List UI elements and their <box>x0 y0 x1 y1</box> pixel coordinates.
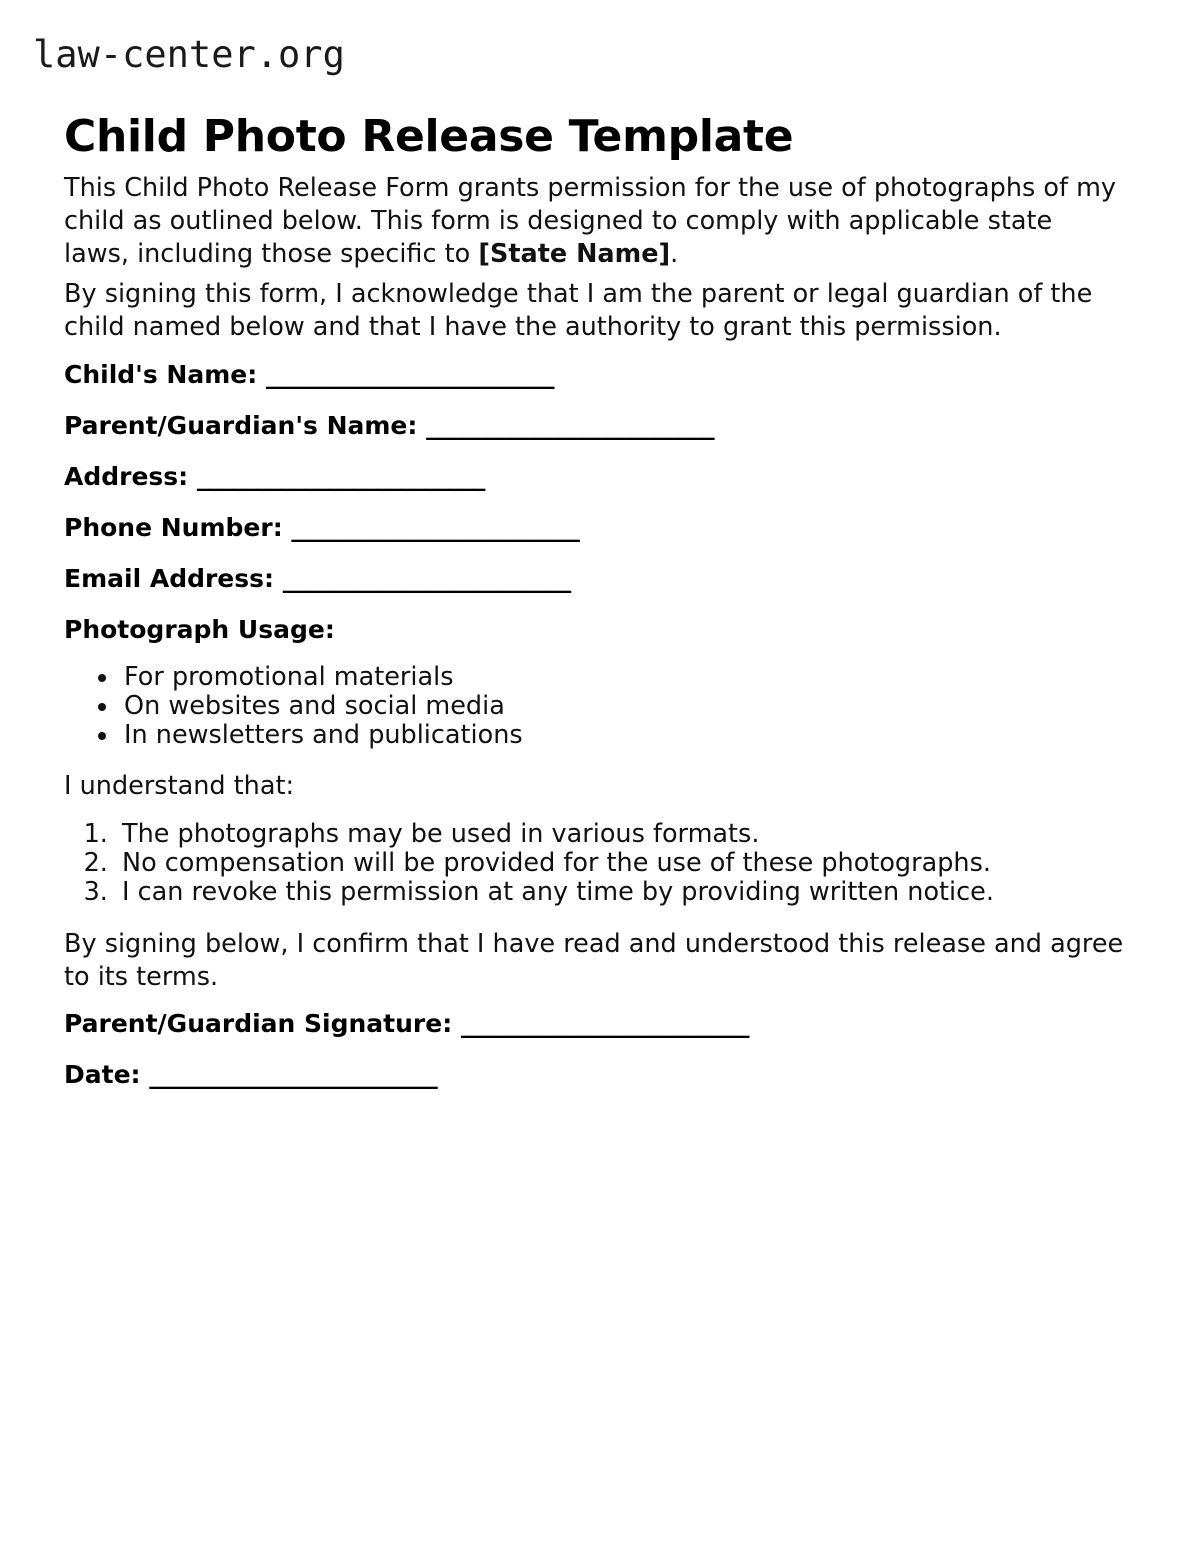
page-title: Child Photo Release Template <box>64 111 794 163</box>
list-item: • In newsletters and publications <box>120 721 1124 750</box>
list-item: 1. The photographs may be used in various formats. <box>116 820 1124 849</box>
field-parent-guardian-signature <box>64 1008 1124 1040</box>
field-parent-guardian-name-label: Parent/Guardian's Name: <box>64 411 418 440</box>
understanding-lead-in <box>64 770 1124 803</box>
field-date-label: Date: <box>64 1060 141 1089</box>
field-childs-name-label: Child's Name: <box>64 360 258 389</box>
field-date <box>64 1059 1124 1091</box>
understanding-lead-in-text: I understand that: <box>64 771 295 801</box>
intro-paragraph-1 <box>64 172 1124 271</box>
field-email-address <box>64 563 1124 595</box>
intro-paragraph-1-text-start: This Child Photo Release Form grants permission for the use of photographs of my child as outlined below. This form is designed to comply with applicable state laws, including those specific to <box>64 173 1117 269</box>
field-date-blank[interactable]: ________________________ <box>149 1060 438 1089</box>
field-phone-number-blank[interactable]: ________________________ <box>291 513 580 542</box>
field-phone-number <box>64 512 1124 544</box>
closing-paragraph-text: By signing below, I confirm that I have read and understood this release and agree to its terms. <box>64 929 1124 992</box>
list-item: • On websites and social media <box>120 692 1124 721</box>
understanding-list <box>64 820 1124 907</box>
field-address-label: Address: <box>64 462 189 491</box>
photograph-usage-list <box>64 663 1124 750</box>
field-parent-guardian-name-blank[interactable]: ________________________ <box>426 411 715 440</box>
photograph-usage-heading <box>64 614 1124 646</box>
state-name-placeholder: [State Name] <box>478 239 671 269</box>
field-parent-guardian-name <box>64 410 1124 442</box>
intro-paragraph-1-text-end: . <box>670 239 679 269</box>
closing-paragraph <box>64 928 1124 994</box>
field-childs-name-blank[interactable]: ________________________ <box>265 360 554 389</box>
field-email-address-blank[interactable]: ________________________ <box>282 564 571 593</box>
photograph-usage-heading-text: Photograph Usage: <box>64 615 335 644</box>
list-item: 2. No compensation will be provided for the use of these photographs. <box>116 849 1124 878</box>
intro-paragraph-2-text: By signing this form, I acknowledge that I am the parent or legal guardian of the child named below and that I have the authority to grant this permission. <box>64 279 1093 342</box>
list-item: • For promotional materials <box>120 663 1124 692</box>
field-parent-guardian-signature-blank[interactable]: ________________________ <box>460 1009 749 1038</box>
field-childs-name <box>64 359 1124 391</box>
site-name: law-center.org <box>33 33 345 76</box>
field-address-blank[interactable]: ________________________ <box>196 462 485 491</box>
field-email-address-label: Email Address: <box>64 564 275 593</box>
field-address <box>64 461 1124 493</box>
field-phone-number-label: Phone Number: <box>64 513 283 542</box>
field-parent-guardian-signature-label: Parent/Guardian Signature: <box>64 1009 453 1038</box>
intro-paragraph-2 <box>64 278 1124 344</box>
list-item: 3. I can revoke this permission at any time by providing written notice. <box>116 878 1124 907</box>
